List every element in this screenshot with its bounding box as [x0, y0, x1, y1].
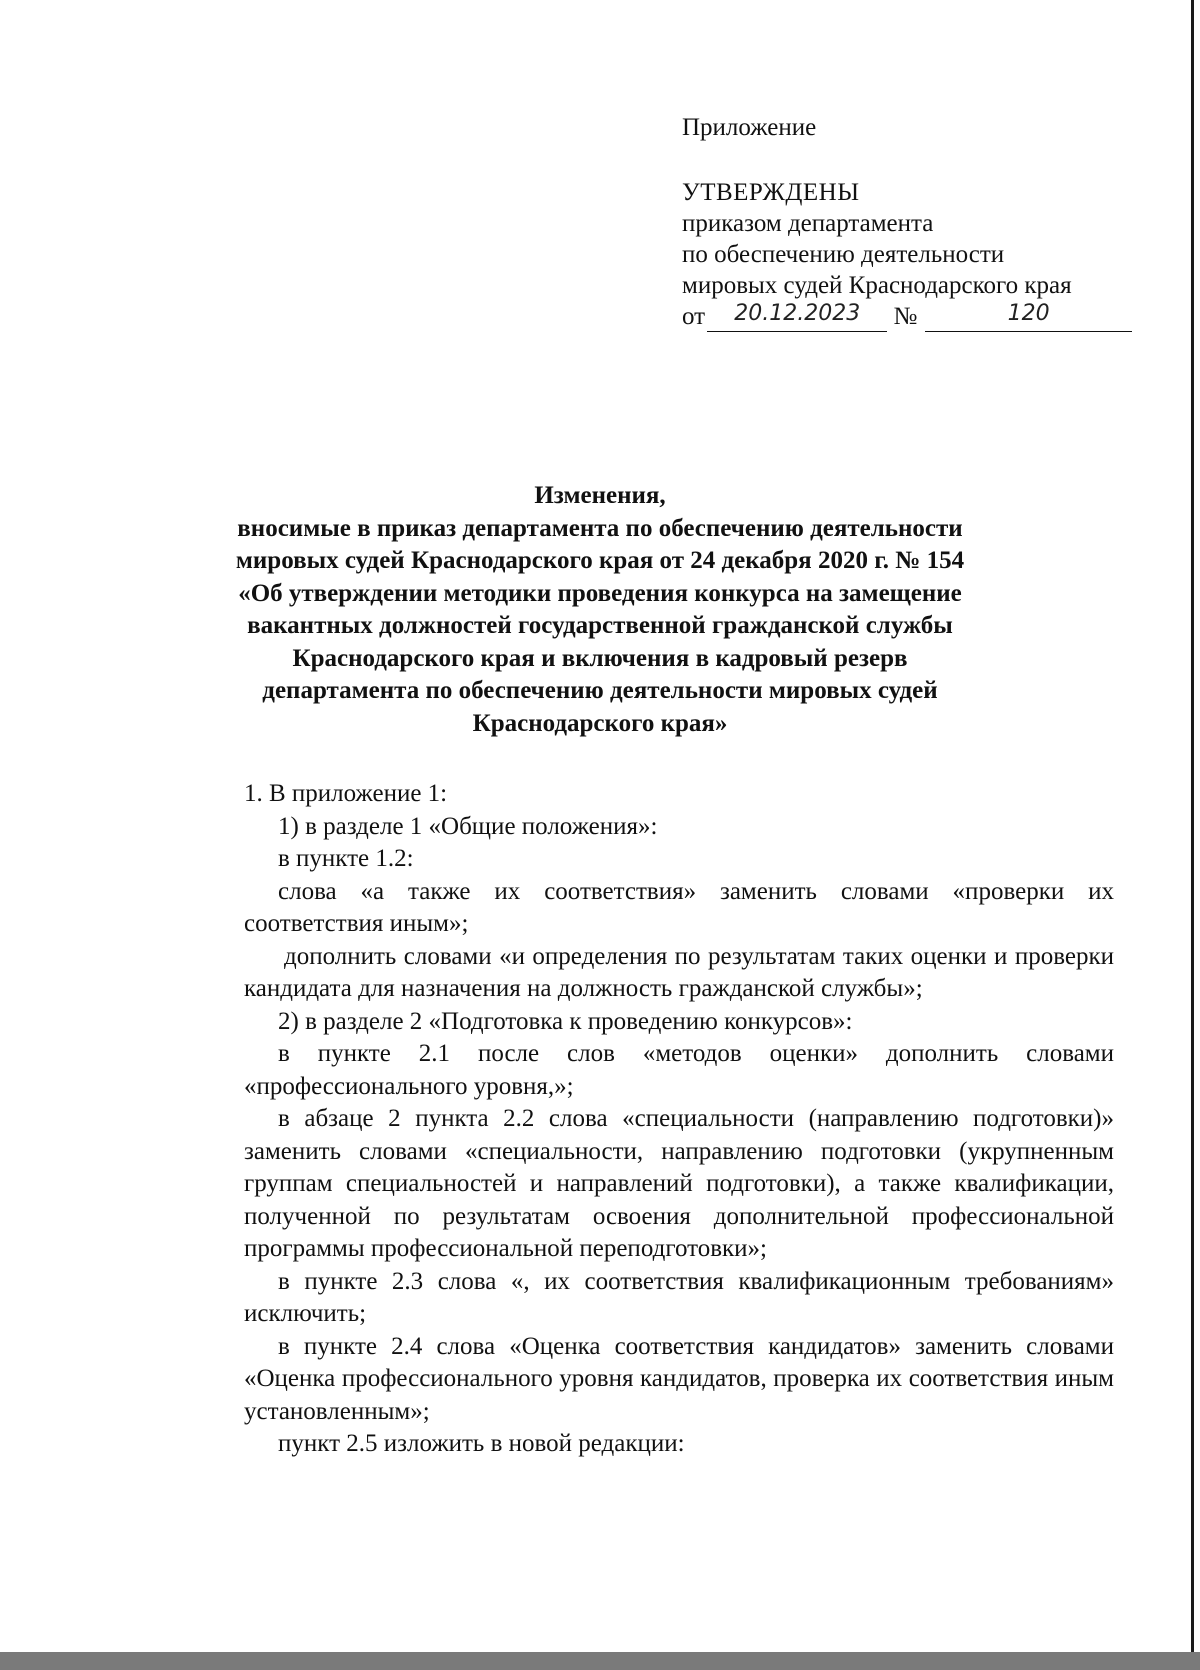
- paragraph-section-2: 2) в разделе 2 «Подготовка к проведению конкурсов»:: [278, 1007, 853, 1035]
- paragraph-point-2-1: в пункте 2.1 после слов «методов оценки» дополнить словами «профессионального уровня,»;: [244, 1040, 1114, 1100]
- title-line: Краснодарского края и включения в кадровый резерв: [292, 644, 908, 672]
- paragraph-point-1-2: в пункте 1.2:: [278, 845, 414, 872]
- title-line: мировых судей Краснодарского края от 24 декабря 2020 г. № 154: [235, 547, 965, 574]
- page-edge-right: [1191, 0, 1194, 1670]
- title-line: вносимые в приказ департамента по обеспечению деятельности: [237, 514, 963, 542]
- approval-line-3: мировых судей Краснодарского края: [682, 272, 1072, 299]
- handwritten-date: 20.12.2023: [707, 301, 887, 332]
- paragraph-replace-1: слова «а также их соответствия» заменить словами «проверки их соответствия иным»;: [244, 877, 1114, 937]
- approval-line-1: приказом департамента: [682, 210, 934, 237]
- paragraph-point-2-4: в пункте 2.4 слова «Оценка соответствия кандидатов» заменить словами «Оценка профессионального уровня кандидатов, проверка их соответствия иным установленным»;: [244, 1332, 1114, 1425]
- document-title: [230, 480, 970, 740]
- approved-label: УТВЕРЖДЕНЫ: [682, 179, 860, 206]
- paragraph-point-2-2: в абзаце 2 пункта 2.2 слова «специальности (направлению подготовки)» заменить словами «специальности, направлению подготовки (укрупненным группам специальностей и направлений подготовки), а также квалификации, полученной по результатам освоения дополнительной профессиональной программы профессиональной переподготовки»;: [244, 1105, 1114, 1262]
- document-body: [244, 778, 1114, 1461]
- title-line: «Об утверждении методики проведения конкурса на замещение: [238, 579, 962, 607]
- paragraph-point-2-5: пункт 2.5 изложить в новой редакции:: [278, 1430, 685, 1457]
- from-label: от: [682, 303, 706, 330]
- date-number-line: [682, 301, 1132, 332]
- paragraph-supplement-1: дополнить словами «и определения по результатам таких оценки и проверки кандидата для назначения на должность гражданской службы»;: [244, 942, 1114, 1002]
- paragraph-point-2-3: в пункте 2.3 слова «, их соответствия квалификационным требованиям» исключить;: [244, 1267, 1114, 1327]
- title-line: вакантных должностей государственной гражданской службы: [247, 612, 953, 639]
- approval-block: [682, 112, 1132, 332]
- handwritten-number: 120: [925, 301, 1132, 332]
- appendix-label: Приложение: [682, 114, 817, 141]
- paragraph-appendix-1: 1. В приложение 1:: [244, 780, 448, 807]
- title-line: Краснодарского края»: [472, 709, 728, 737]
- paragraph-section-1: 1) в разделе 1 «Общие положения»:: [278, 812, 658, 840]
- page-edge-bottom: [0, 1652, 1200, 1670]
- approval-line-2: по обеспечению деятельности: [682, 241, 1005, 268]
- title-line: Изменения,: [534, 482, 666, 509]
- number-label: №: [893, 303, 918, 330]
- title-line: департамента по обеспечению деятельности мировых судей: [262, 677, 938, 704]
